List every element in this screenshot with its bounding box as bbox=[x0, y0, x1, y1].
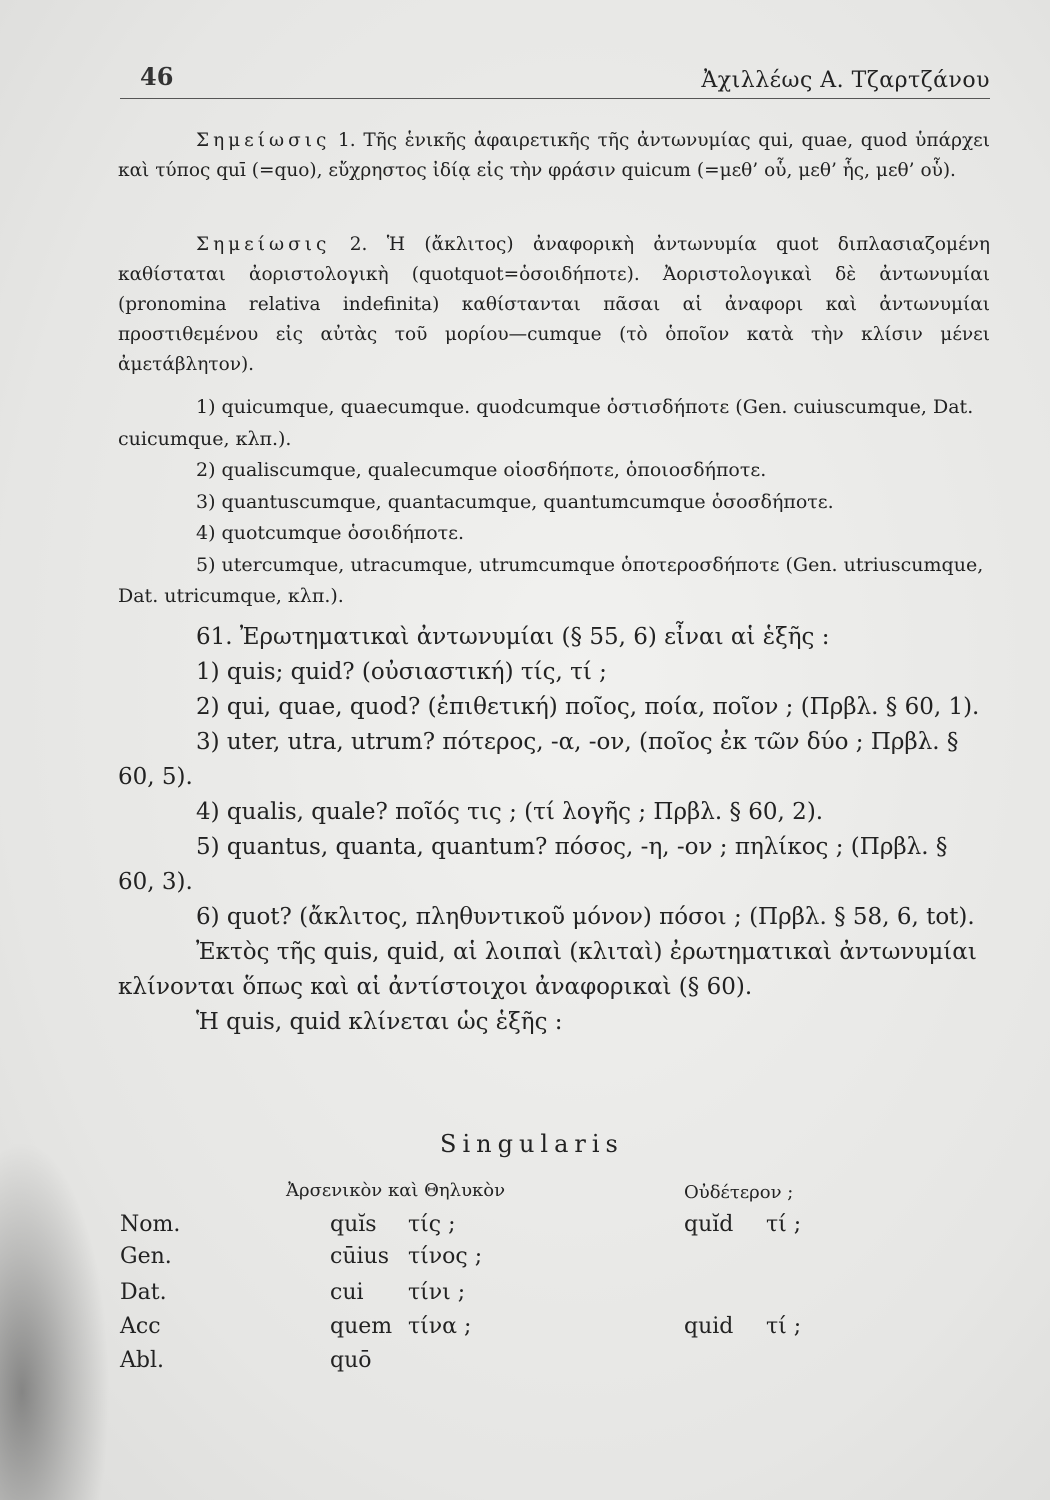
neuter-greek-form: τί ; bbox=[766, 1212, 802, 1237]
case-label: Dat. bbox=[120, 1280, 167, 1305]
note-1-text: 1. Τῆς ἑνικῆς ἀφαιρετικῆς τῆς ἀντωνυμίας qui, quae, quod ὑπάρχει καὶ τύπος quī (=quo), εὔχρηστος ἰδίᾳ εἰς τὴν φράσιν quicum (=μεθ’ οὗ, μεθ’ ἧς, μεθ’ οὗ). bbox=[118, 130, 990, 181]
latin-form: cūius bbox=[330, 1244, 389, 1269]
latin-form: cui bbox=[330, 1280, 364, 1305]
note-2-text: 2. Ἡ (ἄκλιτος) ἀναφορικὴ ἀντωνυμία quot διπλασιαζομένη καθίσταται ἀοριστολογικὴ (quotquot=ὁσοιδήποτε). Ἀοριστολογικαὶ δὲ ἀντωνυμίαι (pronomina relativa indefinita) καθίστανται πᾶσαι αἱ ἀναφορι καὶ ἀντωνυμίαι προστιθεμένου εἰς αὐτὰς τοῦ μορίου—cumque (τὸ ὁποῖον κατὰ τὴν κλίσιν μένει ἀμετάβλητον). bbox=[118, 234, 990, 375]
case-label: Gen. bbox=[120, 1244, 172, 1269]
interrogative-item: 1) quis; quid? (οὐσιαστική) τίς, τί ; bbox=[196, 659, 607, 685]
running-head: Ἀχιλλέως Α. Τζαρτζάνου bbox=[701, 68, 990, 93]
table-row bbox=[118, 1244, 990, 1278]
column-header-masc-fem: Ἀρσενικὸν καὶ Θηλυκὸν bbox=[286, 1180, 506, 1201]
column-header-neuter: Οὐδέτερον ; bbox=[684, 1182, 794, 1203]
greek-form: τίς ; bbox=[408, 1212, 456, 1237]
latin-form: quem bbox=[330, 1314, 393, 1339]
case-label: Abl. bbox=[120, 1348, 164, 1373]
latin-form: quĭs bbox=[330, 1212, 377, 1237]
list-item: 3) quantuscumque, quantacumque, quantumcumque ὁσοσδήποτε. bbox=[196, 490, 834, 513]
neuter-latin-form: quid bbox=[684, 1314, 734, 1339]
paragraph: Ἐκτὸς τῆς quis, quid, αἱ λοιπαὶ (κλιταὶ) ἐρωτηματικαὶ ἀντωνυμίαι κλίνονται ὅπως καὶ αἱ ἀντίστοιχοι ἀναφορικαὶ (§ 60). bbox=[118, 939, 977, 1000]
section-heading: 61. Ἐρωτηματικαὶ ἀντωνυμίαι (§ 55, 6) εἶναι αἱ ἑξῆς : bbox=[196, 624, 830, 650]
indefinite-pronoun-list bbox=[118, 392, 990, 613]
note-2-label: Σημείωσις bbox=[196, 234, 331, 255]
interrogative-item: 5) quantus, quanta, quantum? πόσος, -η, -ον ; πηλίκος ; (Πρβλ. § 60, 3). bbox=[118, 834, 948, 895]
case-label: Acc bbox=[120, 1314, 161, 1339]
declension-table bbox=[118, 1120, 990, 1390]
list-item: 1) quicumque, quaecumque. quodcumque ὁστισδήποτε (Gen. cuiuscumque, Dat. cuicumque, κλπ.). bbox=[118, 396, 974, 450]
greek-form: τίνα ; bbox=[408, 1314, 472, 1339]
interrogative-item: 4) qualis, quale? ποῖός τις ; (τί λογῆς ; Πρβλ. § 60, 2). bbox=[196, 799, 824, 825]
section-61 bbox=[118, 620, 990, 1040]
greek-form: τίνι ; bbox=[408, 1280, 466, 1305]
table-row bbox=[118, 1348, 990, 1382]
page-header bbox=[120, 62, 990, 99]
paragraph: Ἡ quis, quid κλίνεται ὡς ἑξῆς : bbox=[196, 1009, 563, 1035]
ink-smudge bbox=[0, 1140, 110, 1500]
note-1-label: Σημείωσις bbox=[196, 130, 331, 151]
neuter-latin-form: quĭd bbox=[684, 1212, 734, 1237]
interrogative-item: 2) qui, quae, quod? (ἐπιθετική) ποῖος, ποία, ποῖον ; (Πρβλ. § 60, 1). bbox=[196, 694, 980, 720]
list-item: 2) qualiscumque, qualecumque οἱοσδήποτε, ὁποιοσδήποτε. bbox=[196, 459, 767, 481]
table-row bbox=[118, 1280, 990, 1314]
latin-form: quō bbox=[330, 1348, 372, 1373]
note-2 bbox=[118, 230, 990, 380]
case-label: Nom. bbox=[120, 1212, 181, 1237]
list-item: 5) utercumque, utracumque, utrumcumque ὁποτεροσδήποτε (Gen. utriuscumque, Dat. utricumque, κλπ.). bbox=[118, 553, 984, 607]
list-item: 4) quotcumque ὁσοιδήποτε. bbox=[196, 522, 465, 544]
page-number: 46 bbox=[140, 62, 174, 91]
interrogative-item: 6) quot? (ἄκλιτος, πληθυντικοῦ μόνον) πόσοι ; (Πρβλ. § 58, 6, tot). bbox=[196, 904, 975, 930]
table-title: Singularis bbox=[440, 1130, 624, 1158]
neuter-greek-form: τί ; bbox=[766, 1314, 802, 1339]
interrogative-item: 3) uter, utra, utrum? πότερος, -α, -ον, (ποῖος ἐκ τῶν δύο ; Πρβλ. § 60, 5). bbox=[118, 729, 959, 790]
table-row bbox=[118, 1212, 990, 1246]
greek-form: τίνος ; bbox=[408, 1244, 483, 1269]
table-row bbox=[118, 1314, 990, 1348]
note-1 bbox=[118, 126, 990, 186]
